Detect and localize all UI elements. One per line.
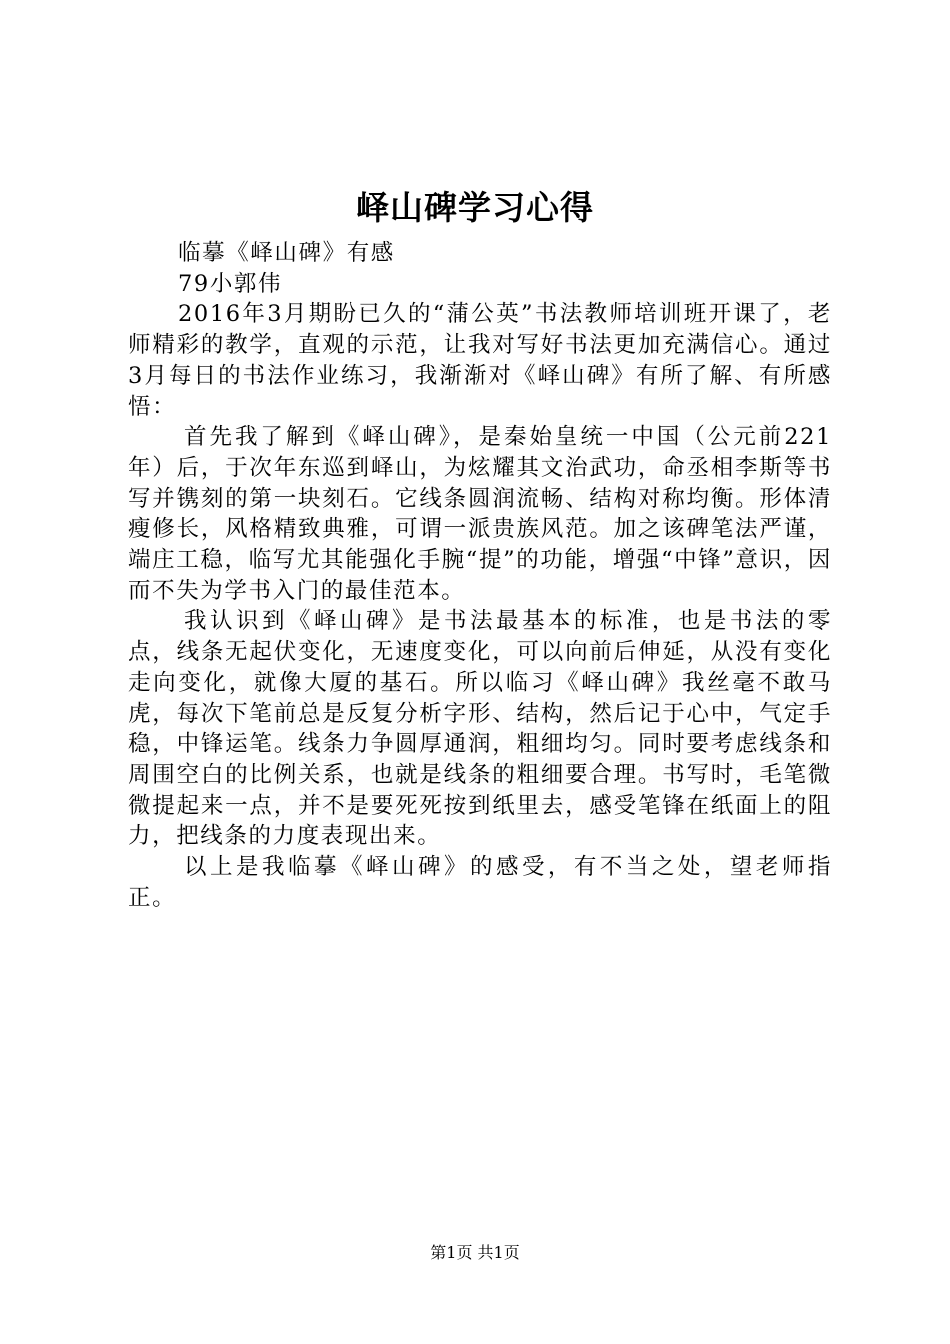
paragraph-history: 首先我了解到《峄山碑》，是秦始皇统一中国（公元前221年）后，于次年东巡到峄山，为炫耀其文治武功，命丞相李斯等书写并镌刻的第一块刻石。它线条圆润流畅、结构对称均衡。形体清瘦修长，风格精致典雅，可谓一派贵族风范。加之该碑笔法严谨，端庄工稳，临写尤其能强化手腕“提”的功能，增强“中锋”意识，因而不失为学书入门的最佳范本。	[128, 424, 832, 604]
document-title: 峄山碑学习心得	[356, 188, 594, 227]
document-subtitle: 临摹《峄山碑》有感	[178, 240, 395, 266]
document-author: 79小郭伟	[178, 270, 283, 297]
page-footer: 第1页 共1页	[430, 1243, 520, 1262]
paragraph-intro: 2016年3月期盼已久的“蒲公英”书法教师培训班开课了，老师精彩的教学，直观的示范，让我对写好书法更加充满信心。通过3月每日的书法作业练习，我渐渐对《峄山碑》有所了解、有所感悟：	[128, 301, 832, 420]
paragraph-conclusion: 以上是我临摹《峄山碑》的感受，有不当之处，望老师指正。	[128, 854, 832, 911]
document-body	[128, 238, 832, 913]
paragraph-understanding: 我认识到《峄山碑》是书法最基本的标准，也是书法的零点，线条无起伏变化，无速度变化，可以向前后伸延，从没有变化走向变化，就像大厦的基石。所以临习《峄山碑》我丝毫不敢马虎，每次下笔前总是反复分析字形、结构，然后记于心中，气定手稳，中锋运笔。线条力争圆厚通润，粗细均匀。同时要考虑线条和周围空白的比例关系，也就是线条的粗细要合理。书写时，毛笔微微提起来一点，并不是要死死按到纸里去，感受笔锋在纸面上的阻力，把线条的力度表现出来。	[128, 608, 832, 850]
